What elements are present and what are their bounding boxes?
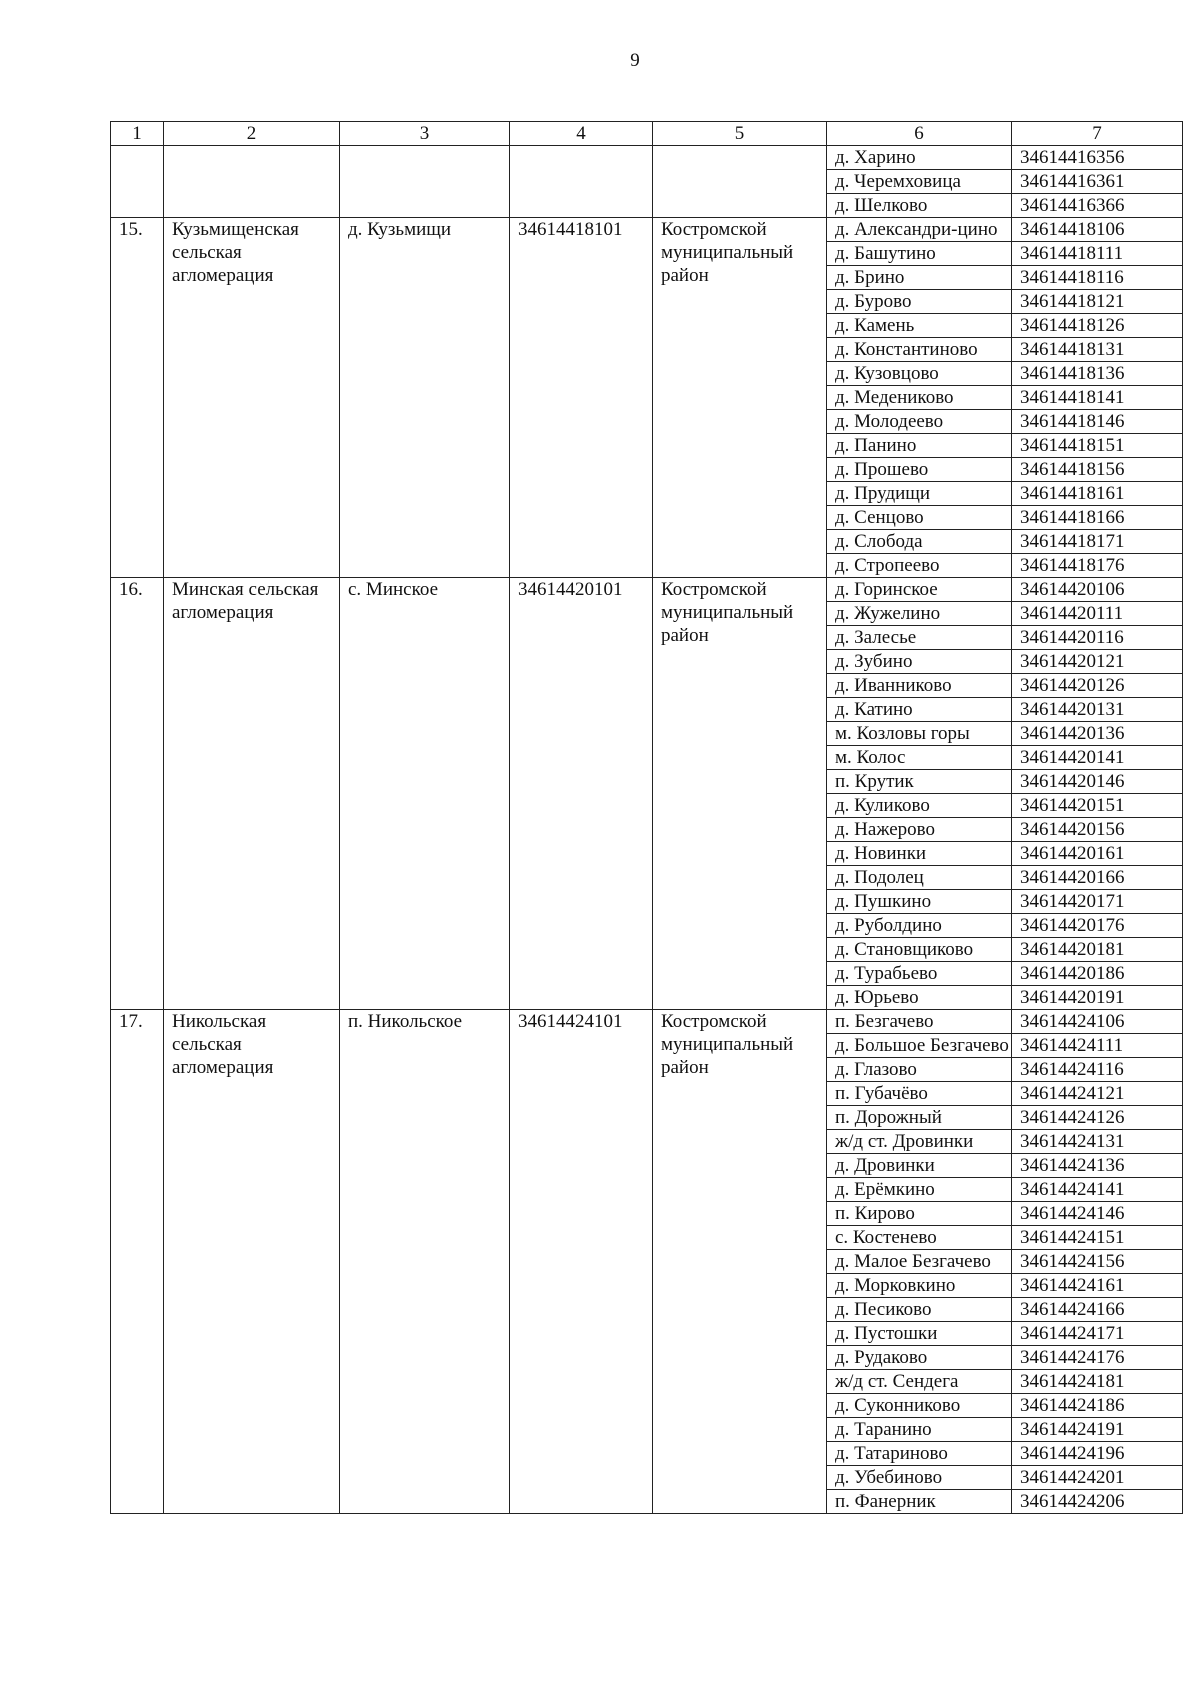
settlement-name: д. Таранино bbox=[827, 1418, 1012, 1442]
settlements-table bbox=[110, 121, 1183, 1514]
settlement-code: 34614424131 bbox=[1012, 1130, 1183, 1154]
settlement-name: д. Куликово bbox=[827, 794, 1012, 818]
settlement-name: д. Убебиново bbox=[827, 1466, 1012, 1490]
settlement-name: д. Глазово bbox=[827, 1058, 1012, 1082]
table-row bbox=[111, 146, 1183, 170]
settlement-name: п. Кирово bbox=[827, 1202, 1012, 1226]
settlement-code: 34614418151 bbox=[1012, 434, 1183, 458]
settlement-code: 34614420191 bbox=[1012, 986, 1183, 1010]
settlement-code: 34614420161 bbox=[1012, 842, 1183, 866]
settlement-code: 34614418121 bbox=[1012, 290, 1183, 314]
group-number: 17. bbox=[111, 1010, 164, 1514]
settlement-code: 34614424166 bbox=[1012, 1298, 1183, 1322]
header-col-3: 3 bbox=[340, 122, 510, 146]
settlement-name: д. Кузовцово bbox=[827, 362, 1012, 386]
settlement-code: 34614424121 bbox=[1012, 1082, 1183, 1106]
settlement-name: п. Дорожный bbox=[827, 1106, 1012, 1130]
table-row bbox=[111, 1010, 1183, 1034]
settlement-name: д. Пушкино bbox=[827, 890, 1012, 914]
settlement-name: д. Прошево bbox=[827, 458, 1012, 482]
table-row bbox=[111, 578, 1183, 602]
settlement-code: 34614418146 bbox=[1012, 410, 1183, 434]
settlement-code: 34614424126 bbox=[1012, 1106, 1183, 1130]
settlement-code: 34614424146 bbox=[1012, 1202, 1183, 1226]
settlement-code: 34614418111 bbox=[1012, 242, 1183, 266]
settlement-name: д. Шелково bbox=[827, 194, 1012, 218]
admin-center-code: 34614418101 bbox=[510, 218, 653, 578]
settlement-code: 34614418171 bbox=[1012, 530, 1183, 554]
admin-center: п. Никольское bbox=[340, 1010, 510, 1514]
header-col-5: 5 bbox=[653, 122, 827, 146]
settlement-name: д. Становщиково bbox=[827, 938, 1012, 962]
settlement-name: д. Черемховица bbox=[827, 170, 1012, 194]
settlement-code: 34614420121 bbox=[1012, 650, 1183, 674]
settlement-code: 34614420181 bbox=[1012, 938, 1183, 962]
settlement-name: д. Харино bbox=[827, 146, 1012, 170]
settlement-name: д. Суконниково bbox=[827, 1394, 1012, 1418]
agglomeration-name: Кузьмищенская сельская агломерация bbox=[164, 218, 340, 578]
district-name: Костромской муниципальный район bbox=[653, 578, 827, 1010]
settlement-code: 34614420146 bbox=[1012, 770, 1183, 794]
settlement-code: 34614424156 bbox=[1012, 1250, 1183, 1274]
agglomeration-cell bbox=[164, 146, 340, 218]
district-name: Костромской муниципальный район bbox=[653, 218, 827, 578]
settlement-name: д. Александри-цино bbox=[827, 218, 1012, 242]
settlement-code: 34614420116 bbox=[1012, 626, 1183, 650]
settlement-code: 34614420176 bbox=[1012, 914, 1183, 938]
settlement-name: д. Руболдино bbox=[827, 914, 1012, 938]
settlement-code: 34614420151 bbox=[1012, 794, 1183, 818]
settlement-name: с. Костенево bbox=[827, 1226, 1012, 1250]
header-col-2: 2 bbox=[164, 122, 340, 146]
settlement-name: д. Иванниково bbox=[827, 674, 1012, 698]
settlement-code: 34614420126 bbox=[1012, 674, 1183, 698]
agglomeration-name: Никольская сельская агломерация bbox=[164, 1010, 340, 1514]
settlement-name: п. Губачёво bbox=[827, 1082, 1012, 1106]
settlement-code: 34614420141 bbox=[1012, 746, 1183, 770]
settlement-code: 34614420111 bbox=[1012, 602, 1183, 626]
header-row bbox=[111, 122, 1183, 146]
settlement-name: д. Башутино bbox=[827, 242, 1012, 266]
settlement-name: д. Медениково bbox=[827, 386, 1012, 410]
settlement-name: д. Панино bbox=[827, 434, 1012, 458]
settlement-name: д. Жужелино bbox=[827, 602, 1012, 626]
settlement-name: д. Морковкино bbox=[827, 1274, 1012, 1298]
settlement-name: м. Колос bbox=[827, 746, 1012, 770]
header-col-4: 4 bbox=[510, 122, 653, 146]
settlement-name: п. Крутик bbox=[827, 770, 1012, 794]
settlement-name: д. Пустошки bbox=[827, 1322, 1012, 1346]
settlement-code: 34614424171 bbox=[1012, 1322, 1183, 1346]
settlement-code: 34614424161 bbox=[1012, 1274, 1183, 1298]
settlement-name: п. Фанерник bbox=[827, 1490, 1012, 1514]
header-col-6: 6 bbox=[827, 122, 1012, 146]
settlement-code: 34614424186 bbox=[1012, 1394, 1183, 1418]
settlement-code: 34614420131 bbox=[1012, 698, 1183, 722]
header-col-1: 1 bbox=[111, 122, 164, 146]
settlement-name: д. Горинское bbox=[827, 578, 1012, 602]
settlement-name: д. Ерёмкино bbox=[827, 1178, 1012, 1202]
settlement-name: д. Залесье bbox=[827, 626, 1012, 650]
settlement-name: д. Нажерово bbox=[827, 818, 1012, 842]
center-cell bbox=[340, 146, 510, 218]
settlement-name: д. Стропеево bbox=[827, 554, 1012, 578]
settlement-name: д. Юрьево bbox=[827, 986, 1012, 1010]
settlement-code: 34614424191 bbox=[1012, 1418, 1183, 1442]
settlement-code: 34614424181 bbox=[1012, 1370, 1183, 1394]
center-code-cell bbox=[510, 146, 653, 218]
admin-center: с. Минское bbox=[340, 578, 510, 1010]
settlement-name: д. Слобода bbox=[827, 530, 1012, 554]
settlement-code: 34614420186 bbox=[1012, 962, 1183, 986]
settlement-code: 34614418136 bbox=[1012, 362, 1183, 386]
settlement-code: 34614418131 bbox=[1012, 338, 1183, 362]
settlement-code: 34614424141 bbox=[1012, 1178, 1183, 1202]
settlement-name: д. Татариново bbox=[827, 1442, 1012, 1466]
settlement-name: д. Молодеево bbox=[827, 410, 1012, 434]
settlement-name: д. Зубино bbox=[827, 650, 1012, 674]
admin-center-code: 34614420101 bbox=[510, 578, 653, 1010]
page-number: 9 bbox=[630, 50, 640, 71]
settlement-name: д. Камень bbox=[827, 314, 1012, 338]
settlement-name: д. Дровинки bbox=[827, 1154, 1012, 1178]
settlement-name: д. Рудаково bbox=[827, 1346, 1012, 1370]
settlement-name: ж/д ст. Дровинки bbox=[827, 1130, 1012, 1154]
settlement-code: 34614416356 bbox=[1012, 146, 1183, 170]
settlement-code: 34614424176 bbox=[1012, 1346, 1183, 1370]
settlement-code: 34614424106 bbox=[1012, 1010, 1183, 1034]
settlement-name: д. Малое Безгачево bbox=[827, 1250, 1012, 1274]
settlement-code: 34614424196 bbox=[1012, 1442, 1183, 1466]
settlement-code: 34614418116 bbox=[1012, 266, 1183, 290]
settlement-name: д. Прудищи bbox=[827, 482, 1012, 506]
header-col-7: 7 bbox=[1012, 122, 1183, 146]
settlement-name: ж/д ст. Сендега bbox=[827, 1370, 1012, 1394]
settlement-code: 34614418141 bbox=[1012, 386, 1183, 410]
settlement-code: 34614420156 bbox=[1012, 818, 1183, 842]
settlement-code: 34614420166 bbox=[1012, 866, 1183, 890]
settlement-code: 34614418176 bbox=[1012, 554, 1183, 578]
settlement-code: 34614424206 bbox=[1012, 1490, 1183, 1514]
settlement-code: 34614424111 bbox=[1012, 1034, 1183, 1058]
settlement-name: д. Подолец bbox=[827, 866, 1012, 890]
agglomeration-name: Минская сельская агломерация bbox=[164, 578, 340, 1010]
settlement-name: д. Большое Безгачево bbox=[827, 1034, 1012, 1058]
settlement-code: 34614418156 bbox=[1012, 458, 1183, 482]
settlement-name: д. Брино bbox=[827, 266, 1012, 290]
settlement-name: п. Безгачево bbox=[827, 1010, 1012, 1034]
settlement-code: 34614418126 bbox=[1012, 314, 1183, 338]
settlement-code: 34614418161 bbox=[1012, 482, 1183, 506]
table-body bbox=[111, 146, 1183, 1514]
admin-center: д. Кузьмищи bbox=[340, 218, 510, 578]
settlement-code: 34614418166 bbox=[1012, 506, 1183, 530]
settlement-code: 34614420106 bbox=[1012, 578, 1183, 602]
settlement-code: 34614416361 bbox=[1012, 170, 1183, 194]
settlement-name: д. Турабьево bbox=[827, 962, 1012, 986]
num-cell bbox=[111, 146, 164, 218]
settlement-name: д. Катино bbox=[827, 698, 1012, 722]
settlement-name: д. Новинки bbox=[827, 842, 1012, 866]
settlement-code: 34614418106 bbox=[1012, 218, 1183, 242]
settlement-code: 34614416366 bbox=[1012, 194, 1183, 218]
settlement-name: д. Бурово bbox=[827, 290, 1012, 314]
settlement-name: д. Сенцово bbox=[827, 506, 1012, 530]
settlement-name: д. Песиково bbox=[827, 1298, 1012, 1322]
settlement-code: 34614424151 bbox=[1012, 1226, 1183, 1250]
admin-center-code: 34614424101 bbox=[510, 1010, 653, 1514]
settlement-name: м. Козловы горы bbox=[827, 722, 1012, 746]
settlement-code: 34614424136 bbox=[1012, 1154, 1183, 1178]
district-cell bbox=[653, 146, 827, 218]
settlement-code: 34614424201 bbox=[1012, 1466, 1183, 1490]
group-number: 15. bbox=[111, 218, 164, 578]
group-number: 16. bbox=[111, 578, 164, 1010]
district-name: Костромской муниципальный район bbox=[653, 1010, 827, 1514]
settlement-code: 34614424116 bbox=[1012, 1058, 1183, 1082]
settlement-code: 34614420171 bbox=[1012, 890, 1183, 914]
settlement-name: д. Константиново bbox=[827, 338, 1012, 362]
table-row bbox=[111, 218, 1183, 242]
settlement-code: 34614420136 bbox=[1012, 722, 1183, 746]
